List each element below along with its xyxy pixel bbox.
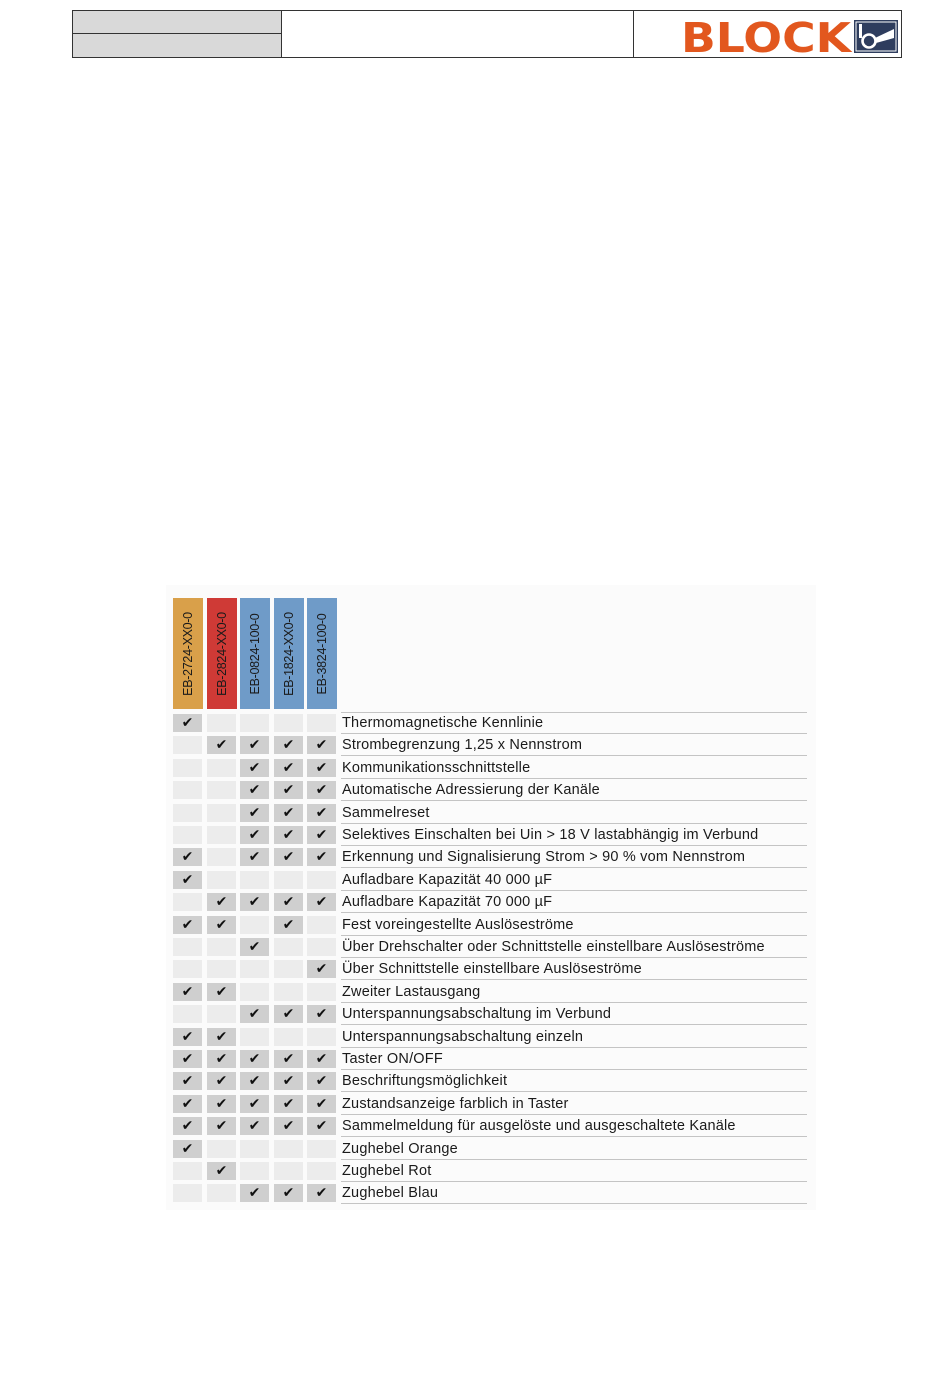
checkmark-icon: ✔ [315,737,328,754]
feature-cell-checked [240,1184,269,1202]
feature-cell-empty [173,938,202,956]
feature-cell-empty [307,1162,336,1180]
feature-row [166,1115,816,1137]
feature-cell-empty [307,1140,336,1158]
feature-cell-empty [207,826,236,844]
feature-label: Über Schnittstelle einstellbare Auslöseströme [342,961,642,978]
feature-cell-checked [240,826,269,844]
checkmark-icon: ✔ [248,804,261,821]
feature-cell-checked [274,1095,303,1113]
feature-row [166,1048,816,1070]
feature-cell-empty [240,714,269,732]
feature-cell-checked [307,1095,336,1113]
checkmark-icon: ✔ [315,827,328,843]
header-title-cell [282,11,634,57]
feature-label: Zughebel Rot [342,1163,432,1179]
checkmark-icon: ✔ [181,1028,194,1045]
feature-cell-checked [240,1117,269,1135]
feature-cell-empty [307,938,336,956]
checkmark-icon: ✔ [248,939,261,955]
feature-row [166,734,816,756]
row-divider [341,1203,807,1204]
feature-cell-checked [240,1005,269,1023]
checkmark-icon: ✔ [181,916,194,933]
feature-label: Thermomagnetische Kennlinie [342,715,544,731]
checkmark-icon: ✔ [181,1073,194,1090]
checkmark-icon: ✔ [315,1095,328,1112]
feature-cell-empty [240,871,269,889]
feature-cell-empty [173,960,202,978]
feature-row [166,1160,816,1182]
feature-cell-checked [274,1005,303,1023]
feature-label: Unterspannungsabschaltung einzeln [342,1028,584,1045]
checkmark-icon: ✔ [282,916,295,933]
feature-label: Selektives Einschalten bei Uin > 18 V lastabhängig im Verbund [342,827,759,843]
column-header-label: EB-1824-XX0-0 [282,611,296,696]
feature-cell-checked [274,1184,303,1202]
checkmark-icon: ✔ [282,1118,295,1135]
checkmark-icon: ✔ [248,1118,261,1135]
checkmark-icon: ✔ [181,849,194,866]
checkmark-icon: ✔ [215,1163,228,1179]
feature-label: Taster ON/OFF [342,1051,443,1067]
feature-cell-empty [207,1005,236,1023]
feature-cell-checked [307,826,336,844]
feature-cell-empty [173,1005,202,1023]
feature-row [166,914,816,936]
checkmark-icon: ✔ [181,715,194,731]
feature-cell-checked [173,1140,202,1158]
block-logo [634,11,901,57]
feature-cell-empty [173,759,202,777]
feature-cell-empty [274,1140,303,1158]
feature-cell-empty [240,983,269,1001]
checkmark-icon: ✔ [315,961,328,978]
feature-label: Erkennung und Signalisierung Strom > 90 % vom Nennstrom [342,849,746,866]
checkmark-icon: ✔ [315,1073,328,1090]
feature-cell-empty [307,871,336,889]
feature-label: Zughebel Blau [342,1185,439,1202]
feature-cell-empty [173,893,202,911]
checkmark-icon: ✔ [282,737,295,754]
column-header-label: EB-2724-XX0-0 [181,611,195,696]
feature-cell-checked [274,804,303,822]
feature-cell-checked [240,848,269,866]
feature-cell-checked [240,893,269,911]
feature-cell-checked [307,1050,336,1068]
feature-cell-checked [274,1072,303,1090]
feature-cell-empty [240,1140,269,1158]
feature-cell-empty [240,1162,269,1180]
feature-cell-checked [274,736,303,754]
feature-cell-empty [274,938,303,956]
feature-cell-empty [173,1162,202,1180]
checkmark-icon: ✔ [282,804,295,821]
checkmark-icon: ✔ [282,1051,295,1067]
feature-row [166,846,816,868]
header-meta-cell [73,11,282,57]
column-header-label: EB-0824-100-0 [248,613,262,694]
feature-cell-checked [307,804,336,822]
checkmark-icon: ✔ [181,1118,194,1135]
feature-cell-empty [207,1140,236,1158]
feature-cell-empty [240,1028,269,1046]
column-header-0 [173,598,203,709]
feature-cell-checked [207,983,236,1001]
feature-label: Zughebel Orange [342,1140,458,1157]
column-header-2 [240,598,270,709]
feature-cell-checked [207,736,236,754]
column-header-label: EB-3824-100-0 [315,613,329,694]
checkmark-icon: ✔ [248,1095,261,1112]
checkmark-icon: ✔ [248,894,261,911]
checkmark-icon: ✔ [248,737,261,754]
checkmark-icon: ✔ [315,1051,328,1067]
checkmark-icon: ✔ [248,1006,261,1023]
feature-cell-checked [274,848,303,866]
feature-cell-empty [240,916,269,934]
feature-cell-empty [274,714,303,732]
feature-cell-checked [240,736,269,754]
checkmark-icon: ✔ [315,1006,328,1023]
feature-cell-empty [240,960,269,978]
feature-cell-checked [307,759,336,777]
checkmark-icon: ✔ [315,782,328,799]
feature-cell-checked [274,781,303,799]
logo-emblem-icon [854,20,898,53]
feature-cell-checked [274,826,303,844]
feature-row [166,1003,816,1025]
feature-cell-checked [207,893,236,911]
feature-label: Unterspannungsabschaltung im Verbund [342,1006,612,1023]
checkmark-icon: ✔ [315,759,328,776]
checkmark-icon: ✔ [282,827,295,843]
checkmark-icon: ✔ [248,1051,261,1067]
header-meta-field-1 [73,11,281,34]
feature-cell-checked [173,983,202,1001]
feature-cell-checked [307,781,336,799]
feature-label: Kommunikationsschnittstelle [342,759,531,776]
feature-cell-empty [274,1162,303,1180]
feature-cell-checked [173,871,202,889]
feature-row [166,936,816,958]
feature-cell-checked [307,1117,336,1135]
feature-label: Zweiter Lastausgang [342,983,481,1000]
feature-cell-checked [207,1050,236,1068]
feature-cell-empty [307,983,336,1001]
feature-label: Sammelmeldung für ausgelöste und ausgeschaltete Kanäle [342,1118,736,1135]
feature-cell-checked [274,759,303,777]
feature-cell-empty [173,826,202,844]
feature-cell-empty [207,960,236,978]
feature-cell-checked [207,1162,236,1180]
document-header [72,10,902,58]
feature-cell-checked [207,1028,236,1046]
header-meta-field-2 [73,34,281,57]
feature-cell-checked [274,893,303,911]
checkmark-icon: ✔ [215,1073,228,1090]
block-logo-graphic [634,11,901,57]
feature-label: Sammelreset [342,804,430,821]
feature-cell-checked [274,1117,303,1135]
feature-row [166,981,816,1003]
feature-cell-checked [173,1028,202,1046]
feature-row [166,802,816,824]
checkmark-icon: ✔ [215,1051,228,1067]
feature-cell-empty [173,736,202,754]
checkmark-icon: ✔ [181,1051,194,1067]
logo-wordmark: BLOCK [681,14,854,57]
feature-row [166,1138,816,1160]
checkmark-icon: ✔ [215,894,228,911]
feature-cell-empty [207,759,236,777]
checkmark-icon: ✔ [315,849,328,866]
feature-cell-checked [207,916,236,934]
column-header-label: EB-2824-XX0-0 [215,611,229,696]
feature-cell-checked [307,1072,336,1090]
checkmark-icon: ✔ [315,804,328,821]
feature-cell-checked [240,759,269,777]
checkmark-icon: ✔ [215,916,228,933]
checkmark-icon: ✔ [282,1073,295,1090]
feature-row [166,1182,816,1204]
feature-row [166,757,816,779]
checkmark-icon: ✔ [215,1118,228,1135]
checkmark-icon: ✔ [282,1006,295,1023]
feature-cell-empty [274,983,303,1001]
feature-cell-checked [173,1072,202,1090]
feature-cell-empty [207,781,236,799]
feature-cell-checked [240,804,269,822]
feature-row [166,824,816,846]
checkmark-icon: ✔ [282,1185,295,1202]
feature-cell-empty [307,916,336,934]
checkmark-icon: ✔ [248,849,261,866]
feature-cell-empty [207,871,236,889]
feature-row [166,958,816,980]
feature-cell-empty [274,1028,303,1046]
checkmark-icon: ✔ [315,894,328,911]
feature-cell-checked [307,736,336,754]
feature-row [166,712,816,734]
column-header-4 [307,598,337,709]
feature-cell-checked [274,916,303,934]
checkmark-icon: ✔ [181,871,194,888]
feature-row [166,1093,816,1115]
feature-cell-empty [274,960,303,978]
feature-cell-empty [173,1184,202,1202]
checkmark-icon: ✔ [282,894,295,911]
feature-cell-checked [240,1050,269,1068]
feature-label: Über Drehschalter oder Schnittstelle einstellbare Auslöseströme [342,939,765,955]
checkmark-icon: ✔ [215,1028,228,1045]
feature-comparison-matrix [166,585,816,1210]
feature-cell-checked [240,938,269,956]
feature-label: Automatische Adressierung der Kanäle [342,782,600,799]
checkmark-icon: ✔ [215,983,228,1000]
feature-cell-checked [173,916,202,934]
checkmark-icon: ✔ [215,737,228,754]
checkmark-icon: ✔ [181,1140,194,1157]
column-header-3 [274,598,304,709]
feature-row [166,869,816,891]
feature-cell-empty [207,714,236,732]
feature-cell-checked [307,848,336,866]
feature-label: Strombegrenzung 1,25 x Nennstrom [342,737,583,754]
feature-cell-empty [307,714,336,732]
checkmark-icon: ✔ [248,782,261,799]
feature-label: Fest voreingestellte Auslöseströme [342,916,574,933]
feature-cell-checked [307,960,336,978]
feature-label: Aufladbare Kapazität 70 000 µF [342,894,553,911]
feature-cell-checked [173,1095,202,1113]
feature-cell-empty [307,1028,336,1046]
feature-label: Zustandsanzeige farblich in Taster [342,1095,569,1112]
checkmark-icon: ✔ [315,1185,328,1202]
checkmark-icon: ✔ [282,759,295,776]
column-header-1 [207,598,237,709]
checkmark-icon: ✔ [315,1118,328,1135]
feature-cell-checked [307,1184,336,1202]
feature-cell-checked [307,893,336,911]
feature-cell-empty [207,938,236,956]
feature-cell-empty [274,871,303,889]
feature-cell-checked [207,1117,236,1135]
feature-cell-empty [207,804,236,822]
feature-cell-checked [207,1072,236,1090]
feature-cell-checked [207,1095,236,1113]
feature-cell-checked [274,1050,303,1068]
checkmark-icon: ✔ [282,849,295,866]
feature-cell-checked [240,1072,269,1090]
feature-cell-checked [307,1005,336,1023]
feature-row [166,779,816,801]
feature-cell-checked [173,1050,202,1068]
feature-label: Aufladbare Kapazität 40 000 µF [342,871,553,888]
checkmark-icon: ✔ [181,1095,194,1112]
checkmark-icon: ✔ [282,1095,295,1112]
feature-cell-checked [173,848,202,866]
feature-row [166,891,816,913]
feature-label: Beschriftungsmöglichkeit [342,1073,508,1090]
feature-cell-empty [173,781,202,799]
feature-row [166,1026,816,1048]
checkmark-icon: ✔ [248,1185,261,1202]
checkmark-icon: ✔ [181,983,194,1000]
checkmark-icon: ✔ [248,827,261,843]
checkmark-icon: ✔ [248,1073,261,1090]
feature-cell-empty [207,1184,236,1202]
feature-cell-checked [240,781,269,799]
feature-row [166,1070,816,1092]
checkmark-icon: ✔ [282,782,295,799]
feature-cell-checked [173,714,202,732]
checkmark-icon: ✔ [248,759,261,776]
feature-cell-empty [173,804,202,822]
feature-cell-empty [207,848,236,866]
feature-cell-checked [173,1117,202,1135]
checkmark-icon: ✔ [215,1095,228,1112]
feature-cell-checked [240,1095,269,1113]
